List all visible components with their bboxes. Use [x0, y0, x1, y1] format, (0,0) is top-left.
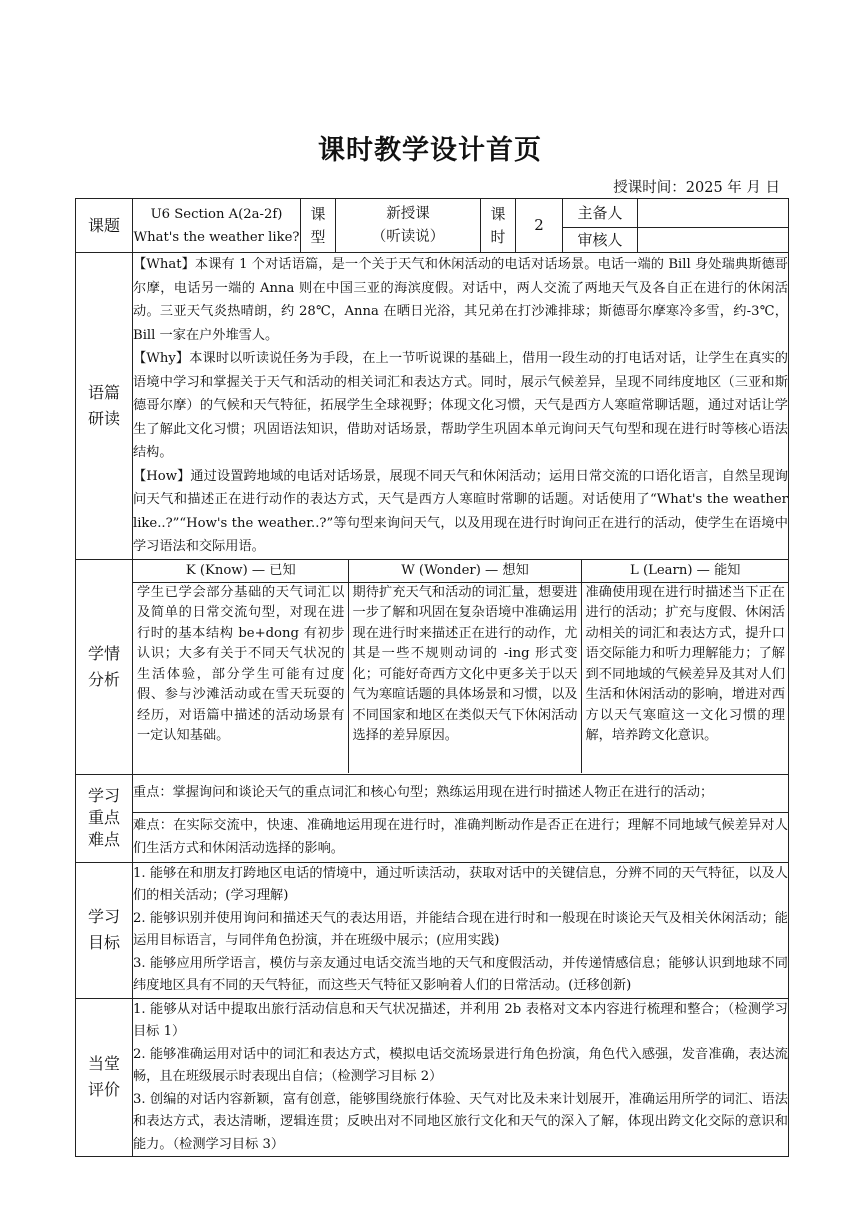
topic-label: 课题	[76, 199, 133, 253]
type-label-1: 课	[310, 204, 326, 223]
analysis-label	[76, 253, 133, 560]
kwl-learn-text: 准确使用现在进行时描述当下正在进行的活动；扩充与度假、休闲活动相关的词汇和表达方式，提升口语交际能力和听力理解能力；了解到不同地域的气候差异及其对人们生活和休闲活动的影响，增进对西方以天气寒暄这一文化习惯的理解，培养跨文化意识。	[585, 584, 785, 743]
learners-label-2: 分析	[87, 669, 120, 689]
assessment-list	[133, 998, 789, 1157]
key-points-label-1: 学习	[87, 786, 120, 805]
topic-line-1: U6 Section A(2a-2f)	[150, 206, 283, 222]
reviewer-label: 审核人	[563, 228, 638, 253]
topic-line-2: What's the weather like?	[133, 229, 300, 245]
analysis-what: 【What】本课有 1 个对话语篇，是一个关于天气和休闲活动的电话对话场景。电话一端的 Bill 身处瑞典斯德哥尔摩，电话另一端的 Anna 则在中国三亚的海滨度假。对话中，两人交流了两地天气及各自正在进行的休闲活动。三亚天气炎热晴朗，约 28℃，Anna 在晒日光浴，其兄弟在打沙滩排球；斯德哥尔摩寒冷多雪，约-3℃，Bill 一家在户外堆雪人。	[133, 257, 788, 343]
key-points-label-3: 难点	[87, 830, 120, 849]
analysis-why: 【Why】本课时以听读说任务为手段，在上一节听说课的基础上，借用一段生动的打电话对话，让学生在真实的语境中学习和掌握关于天气和活动的相关词汇和表达方式。同时，展示气候差异，呈现不同纬度地区（三亚和斯德哥尔摩）的气候和天气特征，拓展学生全球视野；体现文化习惯，天气是西方人寒暄常聊话题，通过对话让学生了解此文化习惯；巩固语法知识，借助对话场景，帮助学生巩固本单元询问天气句型和现在进行时等核心语法结构。	[133, 351, 788, 460]
hours-label	[481, 199, 516, 253]
lesson-plan-table	[75, 198, 789, 1157]
type-value	[336, 199, 481, 253]
hours-label-2: 时	[490, 227, 506, 246]
kwl-know-text: 学生已学会部分基础的天气词汇以及简单的日常交流句型，对现在进行时的基本结构 be+dong 有初步认识；大多有关于不同天气状况的生活体验，部分学生可能有过度假、参与沙滩活动或在雪天玩耍的经历，对语篇中描述的活动场景有一定认知基础。	[133, 582, 348, 773]
reviewer-value	[638, 228, 789, 253]
preparer-value	[638, 199, 789, 228]
type-value-1: 新授课	[386, 205, 430, 222]
key-point-text: 重点：掌握询问和谈论天气的重点词汇和核心句型；熟练运用现在进行时描述人物正在进行的活动；	[133, 774, 789, 812]
key-points-label	[76, 774, 133, 862]
kwl-know-head: K (Know) — 已知	[133, 560, 348, 583]
objectives-list	[133, 862, 789, 998]
assessment-label-1: 当堂	[87, 1054, 120, 1074]
analysis-how: 【How】通过设置跨地域的电话对话场景，展现不同天气和休闲活动；运用日常交流的口语化语言，自然呈现询问天气和描述正在进行动作的表达方式，天气是西方人寒暄时常聊的话题。对话使用了“What's the weather like..?”“How's the weather..?”等句型来询问天气，以及用现在进行时询问正在进行的活动，使学生在语境中学习语法和交际用语。	[133, 468, 788, 554]
text-analysis	[133, 253, 789, 560]
type-label	[301, 199, 336, 253]
hours-value: 2	[516, 199, 563, 253]
preparer-label: 主备人	[563, 199, 638, 228]
learners-label-1: 学情	[87, 643, 120, 663]
hours-label-1: 课	[490, 204, 506, 223]
kwl-learn-head: L (Learn) — 能知	[581, 560, 788, 583]
analysis-label-2: 研读	[87, 408, 120, 428]
type-value-2: （听读说）	[371, 228, 445, 245]
objective-item: 2. 能够识别并使用询问和描述天气的表达用语，并能结合现在进行时和一般现在时谈论天气及相关休闲活动；能运用目标语言，与同伴角色扮演，并在班级中展示；(应用实践)	[133, 910, 788, 948]
difficult-point-text: 难点：在实际交流中，快速、准确地运用现在进行时，准确判断动作是否正在进行；理解不同地域气候差异对人们生活方式和休闲活动选择的影响。	[133, 812, 789, 862]
assessment-item: 1. 能够从对话中提取出旅行活动信息和天气状况描述，并利用 2b 表格对文本内容进行梳理和整合；（检测学习目标 1）	[133, 1001, 788, 1039]
assessment-label	[76, 998, 133, 1157]
objective-item: 1. 能够在和朋友打跨地区电话的情境中，通过听读活动，获取对话中的关键信息，分辨不同的天气特征，以及人们的相关活动；(学习理解)	[133, 865, 788, 903]
page-title: 课时教学设计首页	[318, 135, 542, 166]
assessment-label-2: 评价	[87, 1080, 120, 1100]
assessment-item: 3. 创编的对话内容新颖，富有创意，能够围绕旅行体验、天气对比及未来计划展开，准确运用所学的词汇、语法和表达方式，表达清晰，逻辑连贯；反映出对不同地区旅行文化和天气的深入了解，体现出跨文化交际的意识和能力。（检测学习目标 3）	[133, 1091, 788, 1152]
topic-value	[133, 199, 301, 253]
objectives-label	[76, 862, 133, 998]
analysis-label-1: 语篇	[87, 382, 120, 402]
learner-analysis	[133, 559, 789, 774]
learners-label	[76, 559, 133, 774]
kwl-table	[133, 560, 788, 773]
objectives-label-1: 学习	[87, 907, 120, 926]
class-date: 授课时间：2025 年 月 日	[613, 180, 780, 196]
kwl-wonder-head: W (Wonder) — 想知	[348, 560, 581, 583]
objectives-label-2: 目标	[87, 933, 120, 952]
assessment-item: 2. 能够准确运用对话中的词汇和表达方式，模拟电话交流场景进行角色扮演，角色代入感强，发音准确，表达流畅，且在班级展示时表现出自信；（检测学习目标 2）	[133, 1046, 788, 1084]
type-label-2: 型	[310, 227, 326, 246]
key-points-label-2: 重点	[87, 808, 120, 827]
kwl-wonder-text: 期待扩充天气和活动的词汇量，想要进一步了解和巩固在复杂语境中准确运用现在进行时来描述正在进行的动作，尤其是一些不规则动词的 -ing 形式变化；可能好奇西方文化中更多关于以天气为寒暄话题的具体场景和习惯，以及不同国家和地区在类似天气下休闲活动选择的差异原因。	[348, 582, 581, 773]
objective-item: 3. 能够应用所学语言，模仿与亲友通过电话交流当地的天气和度假活动，并传递情感信息；能够认识到地球不同纬度地区具有不同的天气特征，而这些天气特征又影响着人们的日常活动。(迁移创新)	[133, 955, 788, 993]
